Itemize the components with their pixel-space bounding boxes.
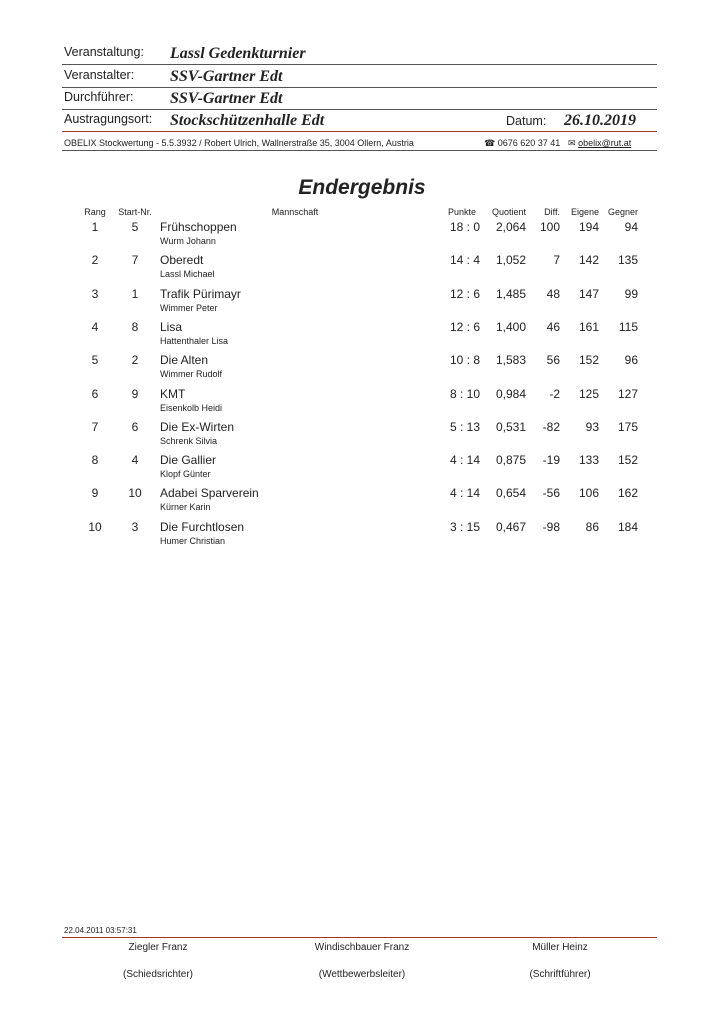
role-competition-lead: (Wettbewerbsleiter) [318, 969, 406, 980]
divider-red [62, 131, 657, 132]
phone-contact [484, 138, 560, 149]
row-quotient: 1,583 [495, 353, 526, 368]
row-team: Frühschoppen [160, 220, 237, 234]
row-eigene: 93 [585, 419, 599, 434]
row-rang: 10 [88, 519, 102, 534]
phone-icon: ☎ [484, 138, 496, 148]
date-value: 26.10.2019 [564, 112, 636, 129]
row-quotient: 0,531 [495, 419, 526, 434]
row-eigene: 106 [578, 486, 599, 501]
row-team: Lisa [160, 319, 183, 334]
footer-divider [62, 937, 657, 938]
executor-value: SSV-Gartner Edt [170, 90, 283, 107]
software-info: OBELIX Stockwertung - 5.5.3932 / Robert Ulrich, Wallnerstraße 35, 3004 Ollern, Austria [64, 138, 414, 148]
row-start: 3 [131, 519, 139, 534]
row-rang: 5 [91, 353, 99, 368]
email-address: obelix@rut.at [578, 138, 632, 148]
row-quotient: 1,400 [495, 319, 526, 334]
row-gegner: 184 [617, 519, 638, 534]
row-start: 5 [131, 220, 139, 234]
envelope-icon: ✉ [568, 138, 576, 148]
divider [62, 150, 657, 151]
row-start: 10 [128, 486, 142, 501]
row-team: Die Furchtlosen [160, 519, 245, 534]
row-punkte: 5 : 13 [449, 419, 480, 434]
row-team: Die Ex-Wirten [160, 419, 235, 434]
divider [62, 87, 657, 88]
venue-value: Stockschützenhalle Edt [170, 112, 325, 129]
row-eigene: 133 [578, 453, 599, 468]
row-diff: 48 [546, 286, 560, 301]
page-title: Endergebnis [298, 176, 426, 199]
row-team: Die Alten [160, 353, 209, 368]
col-mannschaft: Mannschaft [271, 207, 319, 217]
row-start: 7 [131, 253, 139, 268]
row-captain: Eisenkolb Heidi [160, 402, 223, 413]
row-captain: Kürner Karin [160, 502, 211, 513]
row-team: Oberedt [160, 253, 204, 268]
row-rang: 2 [91, 253, 99, 268]
row-diff: -98 [542, 519, 560, 534]
row-quotient: 1,485 [495, 286, 526, 301]
row-team: Die Gallier [160, 453, 217, 468]
row-eigene: 147 [578, 286, 599, 301]
row-start: 2 [131, 353, 139, 368]
executor-label: Durchführer: [64, 90, 134, 104]
row-start: 4 [131, 453, 139, 468]
role-secretary: (Schriftführer) [529, 969, 591, 980]
col-diff: Diff. [544, 207, 560, 217]
row-eigene: 152 [578, 353, 599, 368]
row-diff: 56 [546, 353, 560, 368]
col-quotient: Quotient [491, 207, 526, 217]
row-punkte: 12 : 6 [449, 319, 480, 334]
row-punkte: 10 : 8 [449, 353, 480, 368]
divider [62, 64, 657, 65]
venue-label: Austragungsort: [64, 112, 153, 126]
row-punkte: 12 : 6 [449, 286, 480, 301]
row-team: KMT [160, 386, 186, 401]
row-gegner: 99 [624, 286, 638, 301]
signature-competition-lead: Windischbauer Franz [314, 942, 410, 953]
col-start: Start-Nr. [118, 207, 152, 217]
row-start: 1 [131, 286, 139, 301]
organizer-label: Veranstalter: [64, 68, 135, 82]
row-team: Adabei Sparverein [160, 486, 259, 501]
row-diff: -56 [542, 486, 560, 501]
row-start: 9 [131, 386, 139, 401]
event-label: Veranstaltung: [64, 45, 144, 59]
role-referee: (Schiedsrichter) [122, 969, 194, 980]
row-gegner: 135 [617, 253, 638, 268]
row-gegner: 162 [617, 486, 638, 501]
row-diff: -82 [542, 419, 560, 434]
row-rang: 8 [91, 453, 99, 468]
row-eigene: 142 [578, 253, 599, 268]
row-quotient: 1,052 [495, 253, 526, 268]
row-diff: 46 [546, 319, 560, 334]
row-rang: 4 [91, 319, 99, 334]
row-gegner: 94 [624, 220, 638, 234]
row-eigene: 161 [578, 319, 599, 334]
row-quotient: 0,875 [495, 453, 526, 468]
col-eigene: Eigene [570, 207, 599, 217]
row-gegner: 127 [617, 386, 638, 401]
row-quotient: 0,467 [495, 519, 526, 534]
row-gegner: 115 [618, 319, 638, 334]
row-punkte: 8 : 10 [449, 386, 480, 401]
organizer-value: SSV-Gartner Edt [170, 68, 283, 85]
row-rang: 9 [91, 486, 99, 501]
row-captain: Wimmer Peter [160, 302, 218, 313]
row-eigene: 86 [585, 519, 599, 534]
divider [62, 109, 657, 110]
row-rang: 3 [91, 286, 99, 301]
row-diff: -19 [542, 453, 560, 468]
row-rang: 7 [91, 419, 99, 434]
row-gegner: 152 [617, 453, 638, 468]
row-punkte: 4 : 14 [449, 453, 480, 468]
row-start: 6 [131, 419, 139, 434]
col-punkte: Punkte [447, 207, 476, 217]
row-gegner: 96 [624, 353, 638, 368]
row-diff: 100 [539, 220, 560, 234]
col-rang: Rang [84, 207, 106, 217]
row-captain: Wimmer Rudolf [160, 369, 223, 380]
row-captain: Schrenk Silvia [160, 435, 218, 446]
col-gegner: Gegner [607, 207, 638, 217]
row-team: Trafik Pürimayr [160, 286, 241, 301]
row-eigene: 125 [578, 386, 599, 401]
row-rang: 1 [91, 220, 99, 234]
row-start: 8 [131, 319, 139, 334]
print-timestamp: 22.04.2011 03:57:31 [64, 926, 137, 935]
row-punkte: 4 : 14 [449, 486, 480, 501]
row-punkte: 14 : 4 [449, 253, 480, 268]
row-eigene: 194 [578, 220, 599, 234]
row-punkte: 3 : 15 [449, 519, 480, 534]
row-diff: -2 [549, 386, 560, 401]
row-quotient: 0,984 [495, 386, 526, 401]
row-quotient: 0,654 [495, 486, 526, 501]
event-value: Lassl Gedenkturnier [170, 45, 306, 62]
row-diff: 7 [553, 253, 560, 268]
signature-referee: Ziegler Franz [128, 942, 188, 953]
row-captain: Lassl Michael [160, 269, 215, 280]
row-captain: Hattenthaler Lisa [160, 335, 229, 346]
phone-number: 0676 620 37 41 [497, 138, 561, 148]
date-label: Datum: [506, 114, 547, 128]
row-gegner: 175 [617, 419, 638, 434]
email-contact [568, 138, 631, 149]
row-punkte: 18 : 0 [449, 220, 480, 234]
row-quotient: 2,064 [495, 220, 526, 234]
row-rang: 6 [91, 386, 99, 401]
row-captain: Wurm Johann [160, 236, 216, 246]
row-captain: Humer Christian [160, 535, 226, 546]
row-captain: Klopf Günter [160, 469, 211, 480]
signature-secretary: Müller Heinz [532, 942, 588, 953]
